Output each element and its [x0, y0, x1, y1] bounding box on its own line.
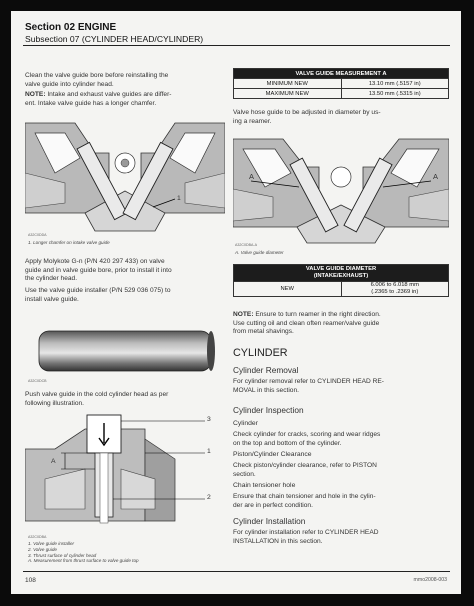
- table1-row1-value: 13.10 mm (.5157 in): [341, 79, 449, 89]
- header-rule: [23, 45, 450, 46]
- paragraph-cylinder-check: Check cylinder for cracks, scoring and wear ridges on the top and bottom of the cylinder.: [233, 431, 381, 447]
- table2-row-label: NEW: [234, 282, 342, 297]
- figure-valve-guide-installer: [25, 311, 225, 385]
- heading-cylinder-removal: Cylinder Removal: [233, 365, 299, 375]
- fig3-caption: 1. Valve guide installer 2. Valve guide 3. Thrust surface of cylinder head A. Measurement from thrust surface to valve guide top: [28, 541, 139, 564]
- paragraph-chain-tensioner: Ensure that chain tensioner and hole in the cylin- der are in perfect condition.: [233, 493, 376, 509]
- table1-row2-label: MAXIMUM NEW: [234, 89, 342, 99]
- heading-cylinder: CYLINDER: [233, 347, 288, 359]
- footer-code: mmo2008-003: [413, 577, 447, 583]
- subheading-chain-tensioner: Chain tensioner hole: [233, 482, 296, 489]
- subsection-heading: Subsection 07 (CYLINDER HEAD/CYLINDER): [25, 34, 204, 44]
- page-number: 108: [25, 577, 36, 584]
- table2-row-value: 6.006 to 6.018 mm (.2365 to .2369 in): [341, 282, 449, 297]
- fig3-callout-a: A: [51, 458, 56, 465]
- paragraph-installation: For cylinder installation refer to CYLINDER HEAD INSTALLATION in this section.: [233, 529, 379, 545]
- fig4-label-a-left: A: [249, 172, 255, 181]
- section-heading: Section 02 ENGINE: [25, 22, 117, 33]
- fig3-callout-3: 3: [207, 416, 211, 423]
- heading-cylinder-inspection: Cylinder Inspection: [233, 405, 304, 415]
- paragraph-piston-clearance: Check piston/cylinder clearance, refer to PISTON section.: [233, 462, 377, 478]
- note-reamer: NOTE: Ensure to turn reamer in the right direction. Use cutting oil and clean often reamer/valve guide from metal shavings.: [233, 311, 381, 336]
- paragraph-clean-bore: Clean the valve guide bore before reinstalling the valve guide into cylinder head.: [25, 72, 169, 88]
- fig3-callout-1: 1: [207, 448, 211, 455]
- note-valve-guides: NOTE: Intake and exhaust valve guides are differ- ent. Intake valve guide has a longer chamfer.: [25, 91, 172, 107]
- manual-page: [11, 11, 461, 594]
- figure-valve-guide-diameter: [233, 131, 449, 249]
- fig4-caption: A. Valve guide diameter: [235, 250, 284, 255]
- table-valve-guide-diameter: [233, 264, 449, 297]
- figure-valve-guide-chamfer: [25, 113, 225, 239]
- figure-push-valve-guide: [25, 409, 225, 539]
- subheading-piston-clearance: Piston/Cylinder Clearance: [233, 451, 312, 458]
- paragraph-removal: For cylinder removal refer to CYLINDER HEAD RE- MOVAL in this section.: [233, 378, 384, 394]
- fig4-label-a-right: A: [433, 172, 439, 181]
- fig4-code: A32C0DBA-A: [235, 243, 257, 247]
- table-valve-guide-measurement: [233, 68, 449, 99]
- subheading-cylinder: Cylinder: [233, 420, 258, 427]
- paragraph-installer: Use the valve guide installer (P/N 529 036 075) to install valve guide.: [25, 287, 171, 303]
- table1-row2-value: 13.50 mm (.5315 in): [341, 89, 449, 99]
- footer-rule: [23, 571, 450, 572]
- fig1-code: A32C0DDA: [28, 233, 47, 237]
- fig2-code: A32C0DCB: [28, 379, 47, 383]
- table2-title: VALVE GUIDE DIAMETER (INTAKE/EXHAUST): [234, 265, 449, 282]
- paragraph-push-guide: Push valve guide in the cold cylinder head as per following illustration.: [25, 391, 169, 407]
- paragraph-reamer: Valve hose guide to be adjusted in diameter by us- ing a reamer.: [233, 109, 381, 125]
- fig3-callout-2: 2: [207, 494, 211, 501]
- table1-row1-label: MINIMUM NEW: [234, 79, 342, 89]
- paragraph-molykote: Apply Molykote G-n (P/N 420 297 433) on valve guide and in valve guide bore, prior to install it into the cylinder head.: [25, 258, 172, 283]
- fig3-code: A32C0DBA: [28, 535, 47, 539]
- fig1-callout-1: 1: [177, 195, 181, 202]
- table1-title: VALVE GUIDE MEASUREMENT A: [234, 69, 449, 79]
- fig1-caption: 1. Longer chamfer on intake valve guide: [28, 240, 110, 245]
- heading-cylinder-installation: Cylinder Installation: [233, 516, 306, 526]
